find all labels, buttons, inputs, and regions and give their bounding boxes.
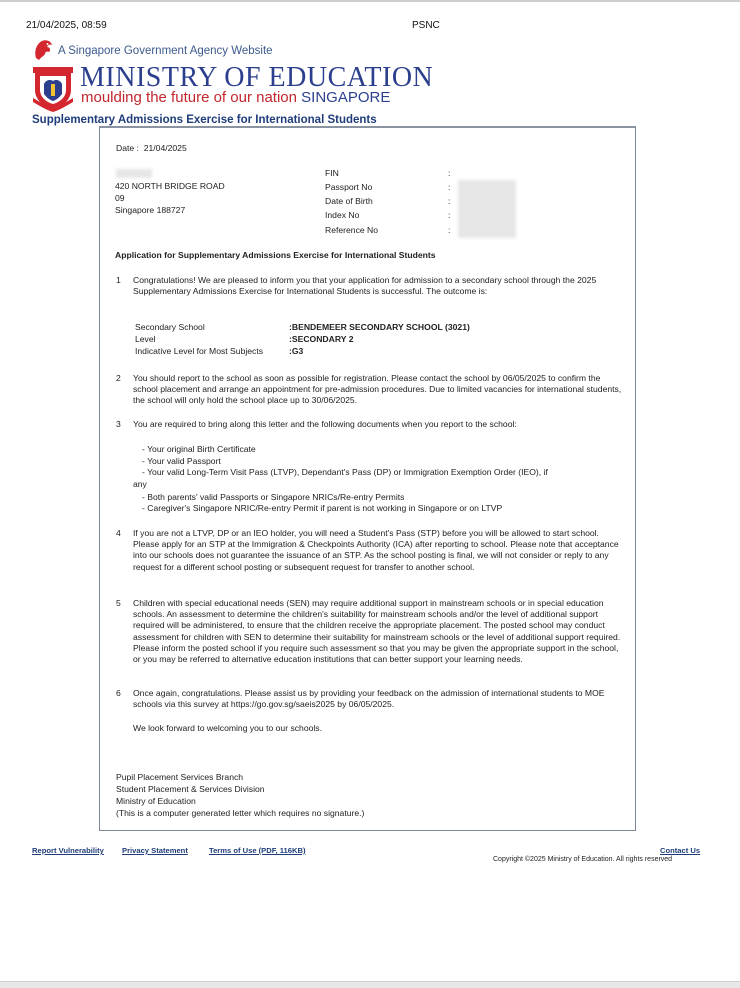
field-label-passport: Passport No	[325, 182, 373, 192]
moe-crest-icon	[32, 64, 74, 112]
ministry-motto	[81, 89, 390, 107]
letter-date	[116, 143, 187, 154]
doc-item: - Caregiver's Singapore NRIC/Re-entry Permit if parent is not working in Singapore or on LTVP	[142, 503, 503, 513]
outcome-label: Level	[135, 334, 156, 344]
copyright-text: Copyright ©2025 Ministry of Education. All rights reserved	[493, 856, 673, 863]
page-subtitle: Supplementary Admissions Exercise for International Students	[32, 114, 377, 126]
field-sep: :	[448, 225, 451, 235]
motto-text: moulding the future of our nation	[81, 89, 297, 106]
doc-item: - Your valid Passport	[142, 456, 221, 466]
para-3: You are required to bring along this letter and the following documents when you report to the school:	[133, 419, 517, 429]
report-vulnerability-link[interactable]: Report Vulnerability	[32, 846, 104, 855]
date-label: Date :	[116, 143, 139, 153]
closing-line: We look forward to welcoming you to our schools.	[133, 723, 322, 733]
contact-us-link[interactable]: Contact Us	[660, 846, 701, 855]
redacted-name	[116, 169, 152, 178]
outcome-subject-level: :G3	[289, 346, 304, 356]
para-number: 5	[116, 598, 121, 608]
outcome-level: :SECONDARY 2	[289, 334, 354, 344]
field-label-fin: FIN	[325, 168, 339, 178]
signoff-line: Ministry of Education	[116, 796, 196, 806]
signoff-line: Pupil Placement Services Branch	[116, 772, 244, 782]
motto-country: SINGAPORE	[301, 89, 391, 106]
address-line: Singapore 188727	[115, 205, 186, 215]
gov-agency-text: A Singapore Government Agency Website	[58, 45, 273, 57]
address-line: 420 NORTH BRIDGE ROAD	[115, 181, 225, 191]
para-4: If you are not a LTVP, DP or an IEO holder, you will need a Student's Pass (STP) before you will be allowed to start school. Please apply for an STP at the Immigration & Checkpoints Authority (ICA) after reporting to school. Please note that acceptance into our schools does not guarantee the issuance of an STP. As the school posting is final, we will not consider or reply to any request for a different school posting or subsequent request for transfer to another school.	[133, 528, 619, 572]
doc-item: - Both parents' valid Passports or Singapore NRICs/Re-entry Permits	[142, 492, 405, 502]
doc-item: any	[133, 479, 147, 489]
outcome-label: Indicative Level for Most Subjects	[135, 346, 264, 356]
field-sep: :	[448, 196, 451, 206]
outcome-school: :BENDEMEER SECONDARY SCHOOL (3021)	[289, 322, 470, 332]
doc-item: - Your original Birth Certificate	[142, 444, 256, 454]
signoff-line: (This is a computer generated letter which requires no signature.)	[116, 808, 365, 818]
para-6: Once again, congratulations. Please assist us by providing your feedback on the admission of international students to MOE schools via this survey at https://go.gov.sg/saeis2025 by 06/05/2025.	[133, 688, 605, 710]
top-edge	[0, 0, 740, 2]
ministry-name: MINISTRY OF EDUCATION	[80, 62, 434, 93]
privacy-statement-link[interactable]: Privacy Statement	[122, 846, 188, 855]
outcome-label: Secondary School	[135, 322, 205, 332]
para-number: 3	[116, 419, 121, 429]
field-sep: :	[448, 168, 451, 178]
para-2: You should report to the school as soon as possible for registration. Please contact the school by 06/05/2025 to confirm the school placement and arrange an appointment for pre-admission procedures. Due to limited vacancies for international students, the school will only hold the school place up to 30/06/2025.	[133, 373, 622, 406]
para-1: Congratulations! We are pleased to inform you that your application for admission to a secondary school through the 2025 Supplementary Admissions Exercise for International Students is successful. The outcome is:	[133, 275, 597, 297]
para-number: 2	[116, 373, 121, 383]
para-number: 1	[116, 275, 121, 285]
print-title: PSNC	[412, 20, 440, 31]
field-label-reference: Reference No	[325, 225, 379, 235]
field-label-dob: Date of Birth	[325, 196, 373, 206]
field-sep: :	[448, 210, 451, 220]
field-sep: :	[448, 182, 451, 192]
print-datetime: 21/04/2025, 08:59	[26, 20, 107, 31]
doc-item: - Your valid Long-Term Visit Pass (LTVP), Dependant's Pass (DP) or Immigration Exemption Order (IEO), if	[142, 467, 548, 477]
redacted-values	[458, 180, 516, 238]
lion-head-icon	[32, 38, 54, 62]
para-5: Children with special educational needs (SEN) may require additional support in mainstream schools or in special education schools. An assessment to determine the children's suitability for mainstream schools and/or the level of additional support required will be administered, to ensure that the children receive the appropriate placement. The posted school may conduct assessment for children with SEN to determine their suitability for mainstream schools or the level of additional support required. Please inform the posted school if you require such assessment so that you may be given the appropriate support in the school, or you may be referred to alternative education institutions that can better support your learning needs.	[133, 598, 621, 665]
date-value: 21/04/2025	[143, 143, 187, 153]
para-number: 6	[116, 688, 121, 698]
para-number: 4	[116, 528, 121, 538]
address-line: 09	[115, 193, 125, 203]
signoff-line: Student Placement & Services Division	[116, 784, 265, 794]
field-label-index: Index No	[325, 210, 360, 220]
terms-of-use-link[interactable]: Terms of Use (PDF, 116KB)	[209, 846, 306, 855]
letter-heading: Application for Supplementary Admissions Exercise for International Students	[115, 250, 436, 260]
